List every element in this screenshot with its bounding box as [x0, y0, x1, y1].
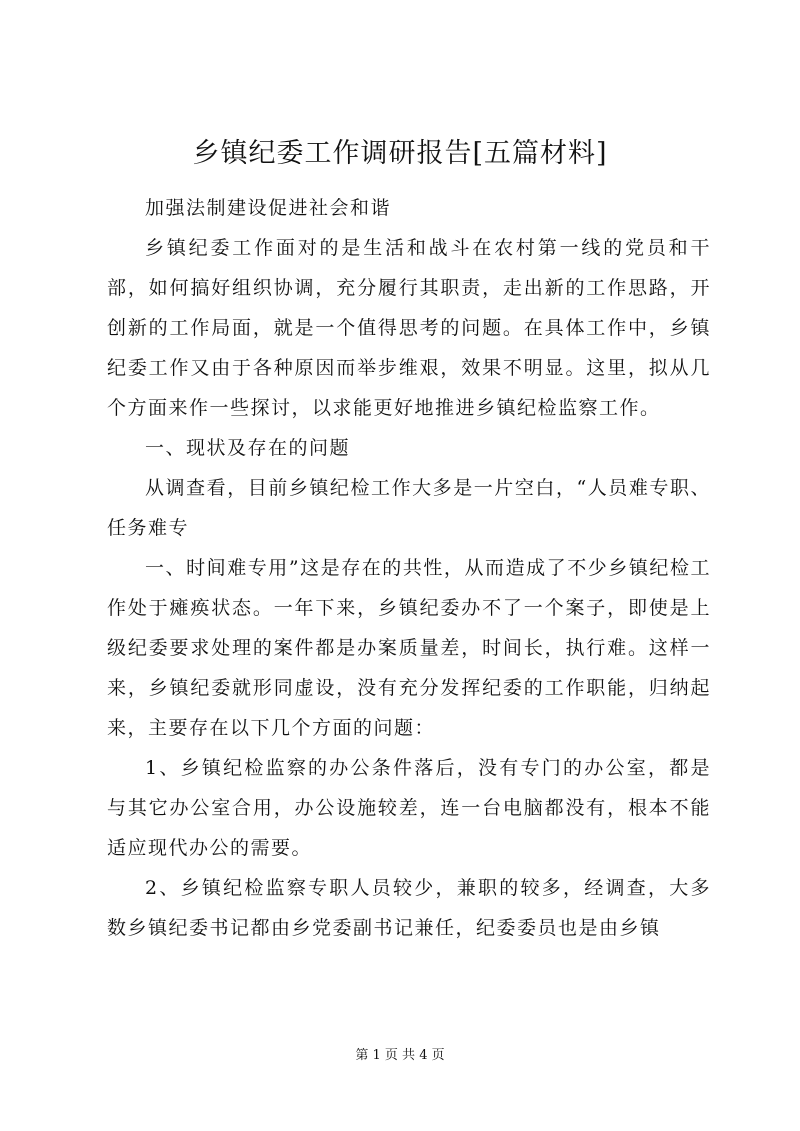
document-body [107, 188, 711, 948]
intro-paragraph: 乡镇纪委工作面对的是生活和战斗在农村第一线的党员和干部，如何搞好组织协调，充分履行其职责，走出新的工作思路，开创新的工作局面，就是一个值得思考的问题。在具体工作中，乡镇纪委工作又由于各种原因而举步维艰，效果不明显。这里，拟从几个方面来作一些探讨，以求能更好地推进乡镇纪检监察工作。 [107, 237, 711, 419]
subtitle-paragraph: 加强法制建设促进社会和谐 [145, 197, 392, 219]
page-footer: 第 1 页 共 4 页 [355, 1048, 445, 1063]
body-paragraph: 从调查看，目前乡镇纪检工作大多是一片空白，“人员难专职、任务难专 [107, 477, 711, 539]
list-item-paragraph: 2、乡镇纪检监察专职人员较少，兼职的较多，经调查，大多数乡镇纪委书记都由乡党委副书记兼任，纪委委员也是由乡镇 [107, 877, 711, 939]
list-item-paragraph: 1、乡镇纪检监察的办公条件落后，没有专门的办公室，都是与其它办公室合用，办公设施较差，连一台电脑都没有，根本不能适应现代办公的需要。 [107, 757, 711, 859]
section-heading: 一、现状及存在的问题 [145, 437, 351, 459]
body-paragraph: 一、时间难专用”这是存在的共性，从而造成了不少乡镇纪检工作处于瘫痪状态。一年下来，乡镇纪委办不了一个案子，即使是上级纪委要求处理的案件都是办案质量差，时间长，执行难。这样一来，乡镇纪委就形同虚设，没有充分发挥纪委的工作职能，归纳起来，主要存在以下几个方面的问题： [107, 557, 711, 739]
document-title: 乡镇纪委工作调研报告[五篇材料] [192, 138, 608, 169]
